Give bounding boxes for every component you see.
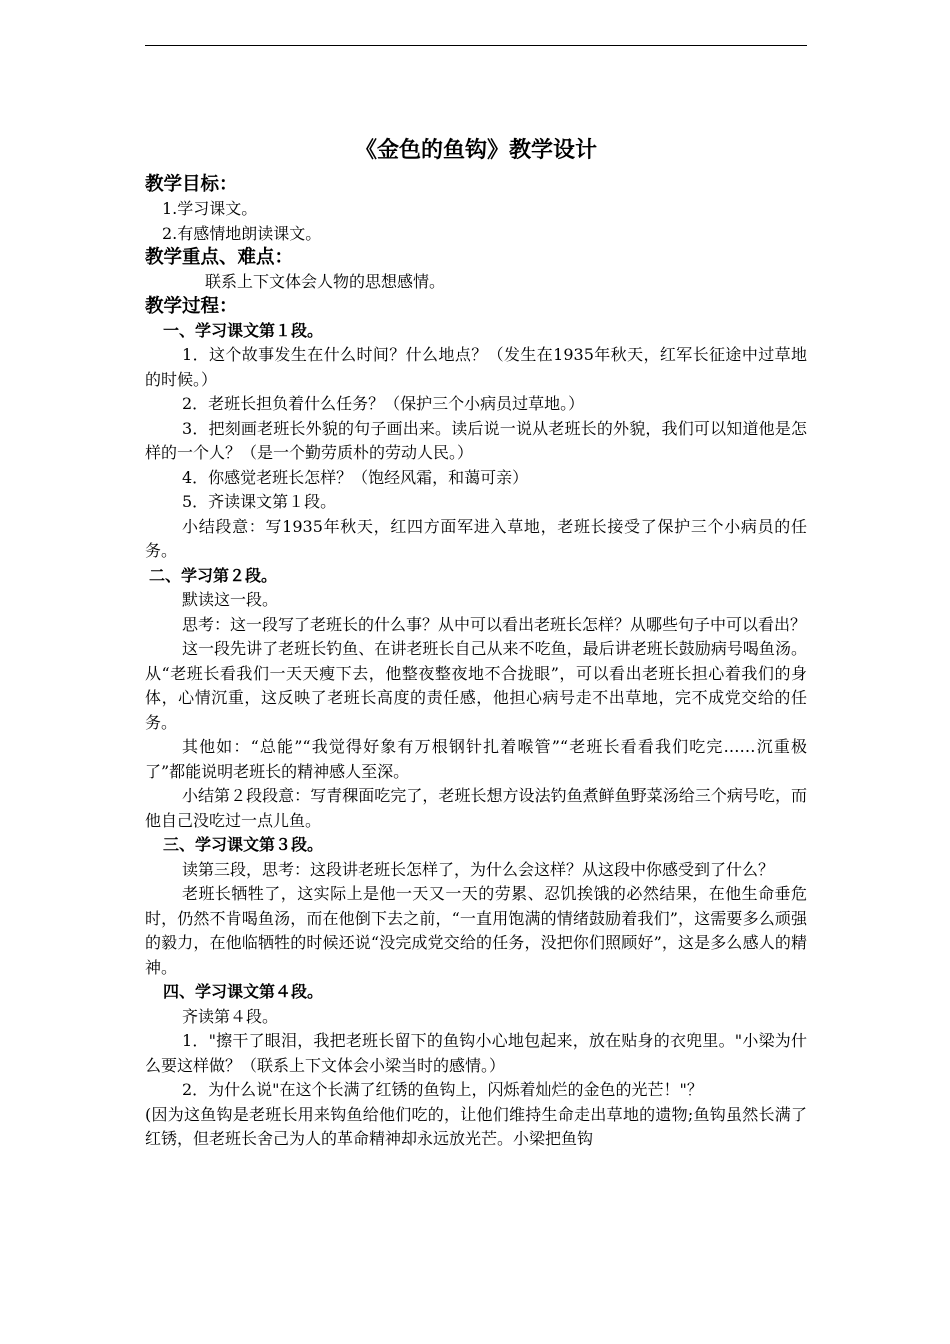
paragraph: 1．"擦干了眼泪，我把老班长留下的鱼钩小心地包起来，放在贴身的衣兜里。"小梁为什么要这样做？（联系上下文体会小梁当时的感情。） <box>145 1031 807 1075</box>
paragraph: 2．老班长担负着什么任务？（保护三个小病员过草地。） <box>182 394 585 413</box>
process-heading: 教学过程： <box>145 295 238 317</box>
focus-text: 联系上下文体会人物的思想感情。 <box>205 272 446 291</box>
objectives-heading: 教学目标： <box>145 174 238 195</box>
paragraph: 思考：这一段写了老班长的什么事？从中可以看出老班长怎样？从哪些句子中可以看出？ <box>182 614 807 634</box>
page-title: 《金色的鱼钩》教学设计 <box>354 138 597 163</box>
paragraph: 老班长牺牲了，这实际上是他一天又一天的劳累、忍饥挨饿的必然结果，在他生命垂危时，仍然不肯喝鱼汤，而在他倒下去之前，“一直用饱满的情绪鼓励着我们”，这需要多么顽强的毅力，在他临牺牲的时候还说“没完成党交给的任务，没把你们照顾好”，这是多么感人的精神。 <box>145 884 807 977</box>
paragraph: 5．齐读课文第１段。 <box>182 492 337 511</box>
paragraph: (因为这鱼钩是老班长用来钩鱼给他们吃的，让他们维持生命走出草地的遗物;鱼钩虽然长满了红锈，但老班长舍己为人的革命精神却永远放光芒。小梁把鱼钩 <box>145 1104 807 1148</box>
paragraph: 这一段先讲了老班长钓鱼、在讲老班长自己从来不吃鱼，最后讲老班长鼓励病号喝鱼汤。从“老班长看我们一天天瘦下去，他整夜整夜地不合拢眼”，可以看出老班长担心着我们的身体，心情沉重，这反映了老班长高度的责任感，他担心病号走不出草地，完不成党交给的任务。 <box>145 639 807 732</box>
section-heading: 一、学习课文第１段。 <box>163 320 324 340</box>
paragraph: 3．把刻画老班长外貌的句子画出来。读后说一说从老班长的外貌，我们可以知道他是怎样的一个人？（是一个勤劳质朴的劳动人民。） <box>145 418 807 462</box>
section-heading: 四、学习课文第４段。 <box>163 982 324 1001</box>
paragraph: 1．这个故事发生在什么时间？什么地点？（发生在1935年秋天，红军长征途中过草地的时候。） <box>145 345 807 389</box>
document-body <box>145 135 807 1152</box>
focus-heading: 教学重点、难点： <box>145 247 294 268</box>
section-heading: 三、学习课文第３段。 <box>163 835 324 854</box>
paragraph: 2．为什么说"在这个长满了红锈的鱼钩上，闪烁着灿烂的金色的光芒！"？ <box>182 1080 703 1099</box>
header-rule <box>145 45 807 46</box>
objective-item: 1.学习课文。 <box>162 199 258 218</box>
paragraph: 齐读第４段。 <box>182 1006 279 1026</box>
objective-item: 2.有感情地朗读课文。 <box>162 223 322 243</box>
paragraph: 其他如：“总能”“我觉得好象有万根钢针扎着喉管”“老班长看看我们吃完……沉重极了”都能说明老班长的精神感人至深。 <box>145 737 807 781</box>
paragraph: 读第三段，思考：这段讲老班长怎样了，为什么会这样？从这段中你感受到了什么？ <box>182 859 775 879</box>
section-heading: 二、学习第２段。 <box>149 565 278 585</box>
paragraph: 小结第２段段意：写青稞面吃完了，老班长想方设法钓鱼煮鲜鱼野菜汤给三个病号吃，而他自己没吃过一点儿鱼。 <box>145 786 807 830</box>
paragraph: 4．你感觉老班长怎样？（饱经风霜，和蔼可亲） <box>182 467 529 487</box>
paragraph: 小结段意：写1935年秋天，红四方面军进入草地，老班长接受了保护三个小病员的任务。 <box>145 516 807 560</box>
paragraph: 默读这一段。 <box>182 590 279 609</box>
